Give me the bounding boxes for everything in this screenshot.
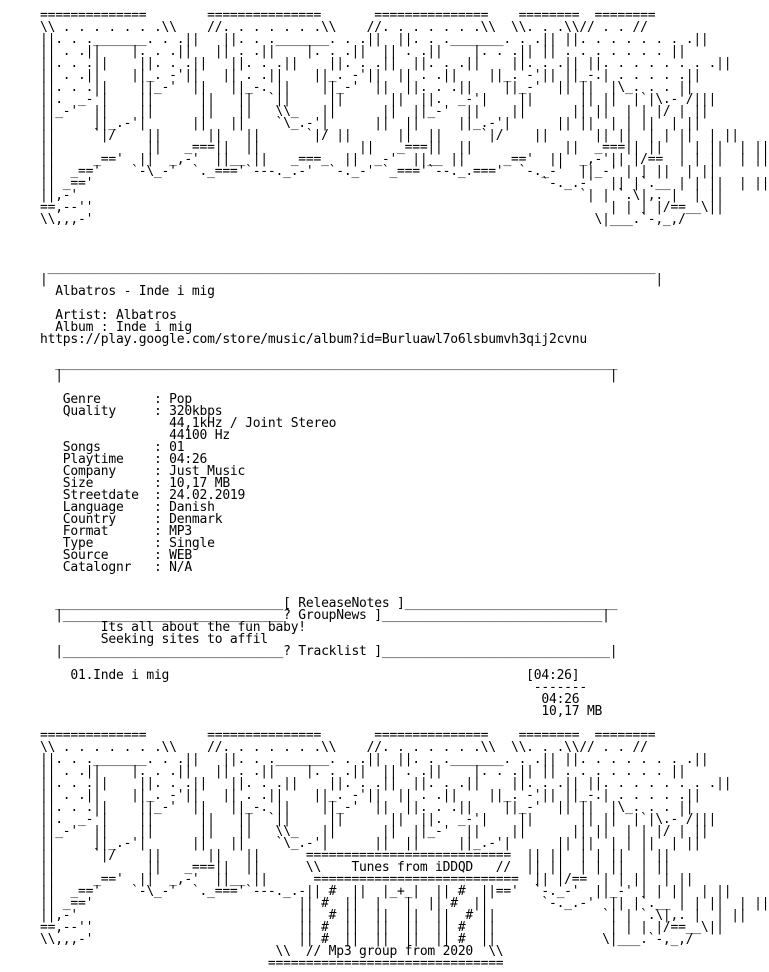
nfo-line: ||. . .|| ||_-' || ||_-. || ||_-' || ||. . .|| ||_-' || || |\_. . . || bbox=[40, 80, 694, 95]
nfo-line: | | bbox=[40, 272, 663, 287]
nfo-line: Company : Just Music bbox=[40, 464, 246, 479]
nfo-line: ||. . .|| ||. . .|| ||. . .|| ||. . .|| ||. . .|| ||. . .|| ||. . . . . . . .|| bbox=[40, 776, 732, 791]
nfo-line: __________________________________________________________________________ bbox=[40, 356, 618, 371]
nfo-line: || || _===|| || || _===|| || || _===|| || | | || | || bbox=[40, 140, 769, 155]
nfo-line: || ||_.-'| || || `\_.-'| || || ||_.-'| || || | | || | || bbox=[40, 836, 701, 851]
nfo-line: ==,--'' || # || || || || # || | | | |/==__\|| bbox=[40, 920, 724, 935]
nfo-line: Catalognr : N/A bbox=[40, 560, 192, 575]
nfo-line: Quality : 320kbps bbox=[40, 404, 223, 419]
nfo-line: Country : Denmark bbox=[40, 512, 223, 527]
nfo-line: |_____________________________? GroupNews ]_____________________________| bbox=[40, 608, 610, 623]
nfo-line: \\ // Mp3 group from 2020 \\ bbox=[40, 944, 504, 959]
nfo-line: 10,17 MB bbox=[40, 704, 603, 719]
nfo-line: Format : MP3 bbox=[40, 524, 192, 539]
nfo-line: ------- bbox=[40, 680, 587, 695]
nfo-line bbox=[40, 238, 769, 250]
nfo-line bbox=[40, 226, 769, 238]
nfo-line: Source : WEB bbox=[40, 548, 192, 563]
nfo-line: ============== =============== =============== ======== ======== bbox=[40, 728, 656, 743]
nfo-line: || _==' || _,-' ||__ || =========================== || |/== | | || | || bbox=[40, 872, 694, 887]
nfo-line: ||,-' `| | `.\|,. | | || bbox=[40, 188, 724, 203]
nfo-line: Playtime : 04:26 bbox=[40, 452, 208, 467]
nfo-line: Type : Single bbox=[40, 536, 215, 551]
nfo-line: ||. . ._______. . .|| ||. . ._______. . .|| ||. . ._______. . .|| ||. . . . . . . .|| bbox=[40, 32, 709, 47]
nfo-line: ||. _-'| || || || `|| || || ||. _-'| || || || |`|\.-'/||| bbox=[40, 812, 717, 827]
nfo-line: Seeking sites to affil bbox=[40, 632, 268, 647]
nfo-line: ||. . .|| ||_-' || ||_-. || ||_-' || ||. . .|| ||_-' || || |\_. . . || bbox=[40, 800, 694, 815]
nfo-line: Size : 10,17 MB bbox=[40, 476, 230, 491]
nfo-line: Songs : 01 bbox=[40, 440, 185, 455]
nfo-line: \\ . . . . . . .\\ //. . . . . . .\\ //. . . . . . .\\ \\. . .\\// . . // bbox=[40, 20, 648, 35]
nfo-line: || _==' || # || | | || # || `-._.-' || |`.__ | | || | || bbox=[40, 896, 769, 911]
nfo-line: Album : Inde i mig bbox=[40, 320, 192, 335]
nfo-line: || _==' || _,-' ||__ || _===_ || _-' ||__ || _==' || _,-'|| |/== | | || | || bbox=[40, 152, 769, 167]
nfo-line: ||. . ._______. . .|| ||. . ._______. . .|| ||. . ._______. . .|| ||. . . . . . . .|| bbox=[40, 752, 709, 767]
nfo-line: ||. _-'| || || || `|| || || ||. _-'| || || || |`|\.-'/||| bbox=[40, 92, 717, 107]
nfo-line: || `|/ || || || `|/ || || || `|/ || || || | | || | || bbox=[40, 128, 739, 143]
nfo-line: ______________________________[ ReleaseNotes ]____________________________ bbox=[40, 596, 618, 611]
nfo-line: \\,,,-' || # || || || || # || \|___.`-,_,/ bbox=[40, 932, 694, 947]
nfo-line: |_____________________________? Tracklist ]______________________________| bbox=[40, 644, 618, 659]
nfo-document bbox=[40, 10, 769, 970]
nfo-line: \\ . . . . . . .\\ //. . . . . . .\\ //. . . . . . .\\ \\. . .\\// . . // bbox=[40, 740, 648, 755]
nfo-line: 04:26 bbox=[40, 692, 580, 707]
nfo-line: || _==' `-._.-' || |`.__ | | || | || bbox=[40, 176, 769, 191]
nfo-line: ==,--'' | | | |/==__\|| bbox=[40, 200, 724, 215]
nfo-line: || _==' `-\_-' `._==='`---._.-|| # || |_+_| || # ||==' `-._-' ||_-' | | || | || bbox=[40, 884, 732, 899]
nfo-line: ||_-' || || || || \\_ || || ||_-' || || || || | | |/ | || bbox=[40, 104, 709, 119]
nfo-line: ============== =============== =============== ======== ======== bbox=[40, 8, 656, 23]
nfo-line: || . .|| |. . .|| || . .|| |. . .|| || . .|| |. . .|| || . . . . . . . || bbox=[40, 44, 686, 59]
nfo-line: ||_-' || || || || \\_ || || ||_-' || || || || | | |/ | || bbox=[40, 824, 709, 839]
nfo-line: || . .|| |. . .|| || . .|| |. . .|| || . .|| |. . .|| || . . . . . . . || bbox=[40, 764, 686, 779]
nfo-line: 44100 Hz bbox=[40, 428, 230, 443]
nfo-line: ||,-' || # || || || || # || `| | `.\|,. | | || bbox=[40, 908, 747, 923]
nfo-line: || _==' `-\_-' `._==='`---._.-' `-._-' `_==='`--._.===' `-._-' ||_-' | | || | || bbox=[40, 164, 717, 179]
nfo-line: \\,,,-' \|___.`-,_,/ bbox=[40, 212, 686, 227]
nfo-line: || `|/ || || || =========================== || || | | || | || bbox=[40, 848, 671, 863]
nfo-line: 44,1kHz / Joint Stereo bbox=[40, 416, 337, 431]
nfo-line: Artist: Albatros bbox=[40, 308, 177, 323]
nfo-line: ||. . .|| ||. . .|| ||. . .|| ||. . .|| ||. . .|| ||. . .|| ||. . . . . . . .|| bbox=[40, 56, 732, 71]
nfo-line: Albatros - Inde i mig bbox=[40, 284, 215, 299]
nfo-line: Genre : Pop bbox=[40, 392, 192, 407]
nfo-line: =============================== bbox=[40, 956, 504, 971]
nfo-line: || || _===|| || \\ Tunes from iDDQD // || || | | || | || bbox=[40, 860, 671, 875]
nfo-line: || . .|| ||_. -'|| || . .|| ||_. -'|| || . .|| ||_. -'|| ||_-.| . . . . .|| bbox=[40, 788, 701, 803]
nfo-line: || ||_.-'| || || `\_.-'| || || ||_.-'| || || | | || | || bbox=[40, 116, 701, 131]
nfo-line: | | bbox=[40, 368, 618, 383]
nfo-line: ________________________________________________________________________________ bbox=[40, 260, 656, 275]
nfo-line: Streetdate : 24.02.2019 bbox=[40, 488, 246, 503]
nfo-line: Language : Danish bbox=[40, 500, 215, 515]
nfo-line bbox=[40, 574, 769, 586]
nfo-line: Its all about the fun baby! bbox=[40, 620, 306, 635]
nfo-line: 01.Inde i mig [04:26] bbox=[40, 668, 580, 683]
nfo-line: || . .|| ||_. -'|| || . .|| ||_. -'|| || . .|| ||_. -'|| ||_-.| . . . . .|| bbox=[40, 68, 701, 83]
nfo-line: https://play.google.com/store/music/album?id=Burluawl7o6lsbumvh3qij2cvnu bbox=[40, 332, 587, 347]
